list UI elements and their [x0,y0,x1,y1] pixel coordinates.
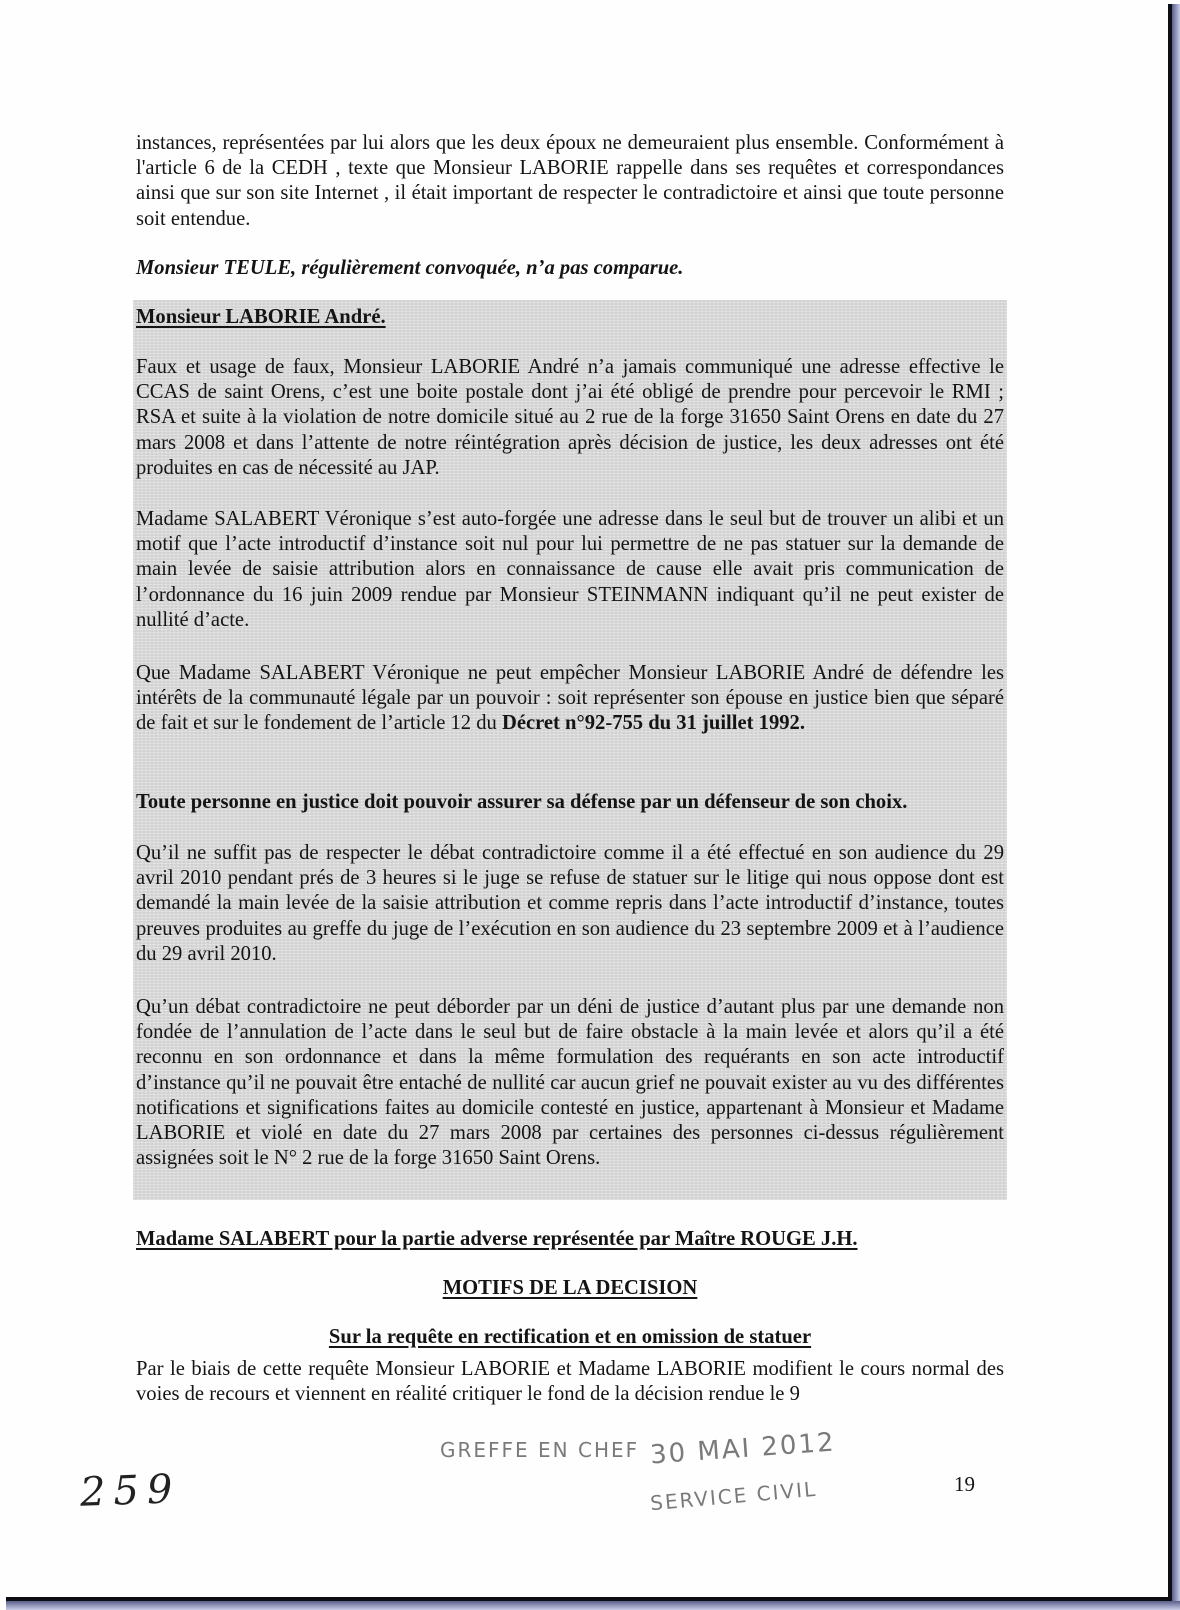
decret-paragraph [136,661,1004,737]
laborie-paragraph-3: Qu’il ne suffit pas de respecter le débat contradictoire comme il a été effectué en son audience du 29 avril 2010 pendant prés de 3 heures si le juge se refuse de statuer sur le litige qui nous oppose dont est demandé la main levée de la saisie attribution et comme repris dans l’acte introductif d’instance, toutes preuves produites au greffe du juge de l’exécution en son audience du 23 septembre 2009 et à l’audience du 29 avril 2010. [136,842,1004,965]
teule-line: Monsieur TEULE, régulièrement convoquée, n’a pas comparue. [136,257,684,279]
motifs-heading-text: MOTIFS DE LA DECISION [442,1277,698,1299]
decret-paragraph-text: Que Madame SALABERT Véronique ne peut empêcher Monsieur LABORIE André de défendre les intérêts de la communauté légale par un pouvoir : soit représenter son épouse en justice bien que séparé de fait et sur le fondement de l’article 12 du [136,662,1004,735]
laborie-paragraph-1: Faux et usage de faux, Monsieur LABORIE André n’a jamais communiqué une adresse effective le CCAS de saint Orens, c’est une boite postale dont j’ai été obligé de prendre pour percevoir le RMI ; RSA et suite à la violation de notre domicile situé au 2 rue de la forge 31650 Saint Orens en date du 27 mars 2008 et dans l’attente de notre réintégration après décision de justice, les deux adresses ont été produites en cas de nécessité au JAP. [136,356,1004,479]
page-number: 19 [954,1472,975,1496]
final-paragraph: Par le biais de cette requête Monsieur LABORIE et Madame LABORIE modifient le cours normal des voies de recours et viennent en réalité critiquer le fond de la décision rendue le 9 [136,1358,1004,1406]
stamp-greffe: GREFFE EN CHEF [440,1438,640,1462]
motifs-heading [136,1276,1004,1301]
subheading [136,1325,1004,1350]
page-shadow-bottom [6,1601,1180,1610]
laborie-paragraph-2: Madame SALABERT Véronique s’est auto-forgée une adresse dans le seul but de trouver un alibi et un motif que l’acte introductif d’instance soit nul pour lui permettre de ne pas statuer sur la demande de main levée de saisie attribution alors en connaissance de cause elle avait pris communication de l’ordonnance du 16 juin 2009 rendue par Monsieur STEINMANN indiquant qu’il ne peut exister de nullité d’acte. [136,508,1004,631]
handwritten-number: 259 [79,1466,182,1516]
laborie-paragraph-4: Qu’un débat contradictoire ne peut déborder par un déni de justice d’autant plus par une demande non fondée de l’annulation de l’acte dans le seul but de faire obstacle à la main levée et alors qu’il a été reconnu en son ordonnance et dans la même formulation des requérants en son acte introductif d’instance qu’il ne pouvait être entaché de nullité car aucun grief ne pouvait exister au vu des différentes notifications et significations faites au domicile contesté en justice, appartenant à Monsieur et Madame LABORIE et violé en date du 27 mars 2008 par certaines des personnes ci-dessus régulièrement assignées soit le N° 2 rue de la forge 31650 Saint Orens. [136,996,1004,1170]
page-shadow-right [1172,4,1180,1610]
intro-paragraph: instances, représentées par lui alors que les deux époux ne demeuraient plus ensemble. Conformément à l'article 6 de la CEDH , texte que Monsieur LABORIE rappelle dans ses requêtes et correspondances ainsi que sur son site Internet , il était important de respecter le contradictoire et ainsi que toute personne soit entendue. [136,132,1004,230]
stamp-service: SERVICE CIVIL [649,1476,818,1516]
salabert-heading [136,1227,1004,1252]
decret-reference: Décret n°92-755 du 31 juillet 1992. [501,712,805,735]
salabert-heading-text: Madame SALABERT pour la partie adverse représentée par Maître ROUGE J.H. [136,1228,858,1250]
laborie-heading [136,305,1004,330]
subheading-text: Sur la requête en rectification et en omission de statuer [328,1326,812,1348]
stamp-date: 30 MAI 2012 [649,1427,837,1471]
laborie-heading-text: Monsieur LABORIE André. [136,306,386,328]
defense-statement: Toute personne en justice doit pouvoir assurer sa défense par un défenseur de son choix. [136,791,908,813]
